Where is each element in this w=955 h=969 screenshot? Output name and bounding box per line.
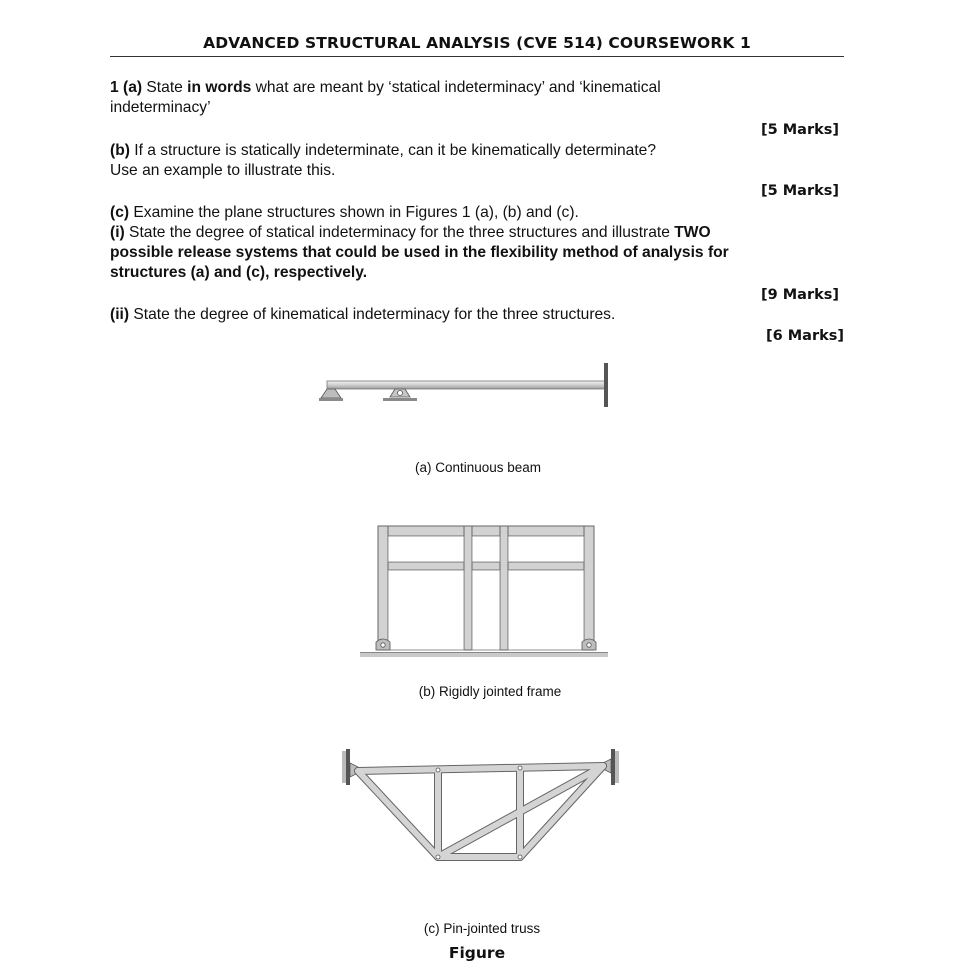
q1c-i-line3: structures (a) and (c), respectively. [110, 264, 368, 281]
title-rule [110, 56, 844, 57]
q1c-line1: Examine the plane structures shown in Figures 1 (a), (b) and (c). [129, 204, 579, 221]
q1c-i-line2: possible release systems that could be used in the flexibility method of analysis for [110, 244, 729, 261]
frame-support-right [582, 639, 596, 650]
frame-support-left [376, 639, 390, 650]
q1a-line2: indeterminacy’ [110, 99, 211, 116]
q1a-bold: in words [187, 79, 252, 96]
q1b-label: (b) [110, 142, 130, 159]
q1c-label: (c) [110, 204, 130, 221]
q1c-ii-label: (ii) [110, 306, 130, 323]
caption-a: (a) Continuous beam [414, 460, 542, 475]
q1a-label: 1 (a) [110, 79, 143, 96]
q1c-i-line1: State the degree of statical indeterminacy for the three structures and illustrate [124, 224, 675, 241]
continuous-beam-figure [315, 355, 645, 415]
question-1b [110, 141, 656, 181]
caption-c: (c) Pin-jointed truss [423, 921, 541, 936]
q1b-line1: If a structure is statically indeterminate, can it be kinematically determinate? [129, 142, 657, 159]
ground-line [360, 653, 608, 657]
truss-figure [340, 745, 625, 880]
truss-wall-left [342, 749, 358, 785]
figure-title: Figure [448, 944, 506, 962]
q1a-line1: what are meant by ‘statical indeterminacy’ and ‘kinematical [251, 79, 661, 96]
q1a-marks: [5 Marks] [760, 122, 839, 138]
rigid-frame-figure [358, 522, 608, 672]
q1b-line2: Use an example to illustrate this. [110, 162, 336, 179]
q1c-ii-line1: State the degree of kinematical indeterminacy for the three structures. [129, 306, 616, 323]
question-1a [110, 78, 661, 118]
pin-support-left [319, 389, 343, 401]
question-1c-ii [110, 305, 615, 325]
question-1c [110, 203, 729, 283]
fixed-support [604, 363, 608, 407]
caption-b: (b) Rigidly jointed frame [418, 684, 562, 699]
q1c-i-marks: [9 Marks] [760, 287, 839, 303]
q1b-marks: [5 Marks] [760, 183, 839, 199]
beam [327, 381, 607, 389]
q1c-i-label: (i) [110, 224, 125, 241]
q1c-ii-marks: [6 Marks] [765, 328, 844, 344]
page-title: ADVANCED STRUCTURAL ANALYSIS (CVE 514) COURSEWORK 1 [203, 34, 751, 52]
roller-support-middle [383, 389, 417, 401]
q1c-i-two: TWO [674, 224, 711, 241]
q1a-pre: State [142, 79, 188, 96]
